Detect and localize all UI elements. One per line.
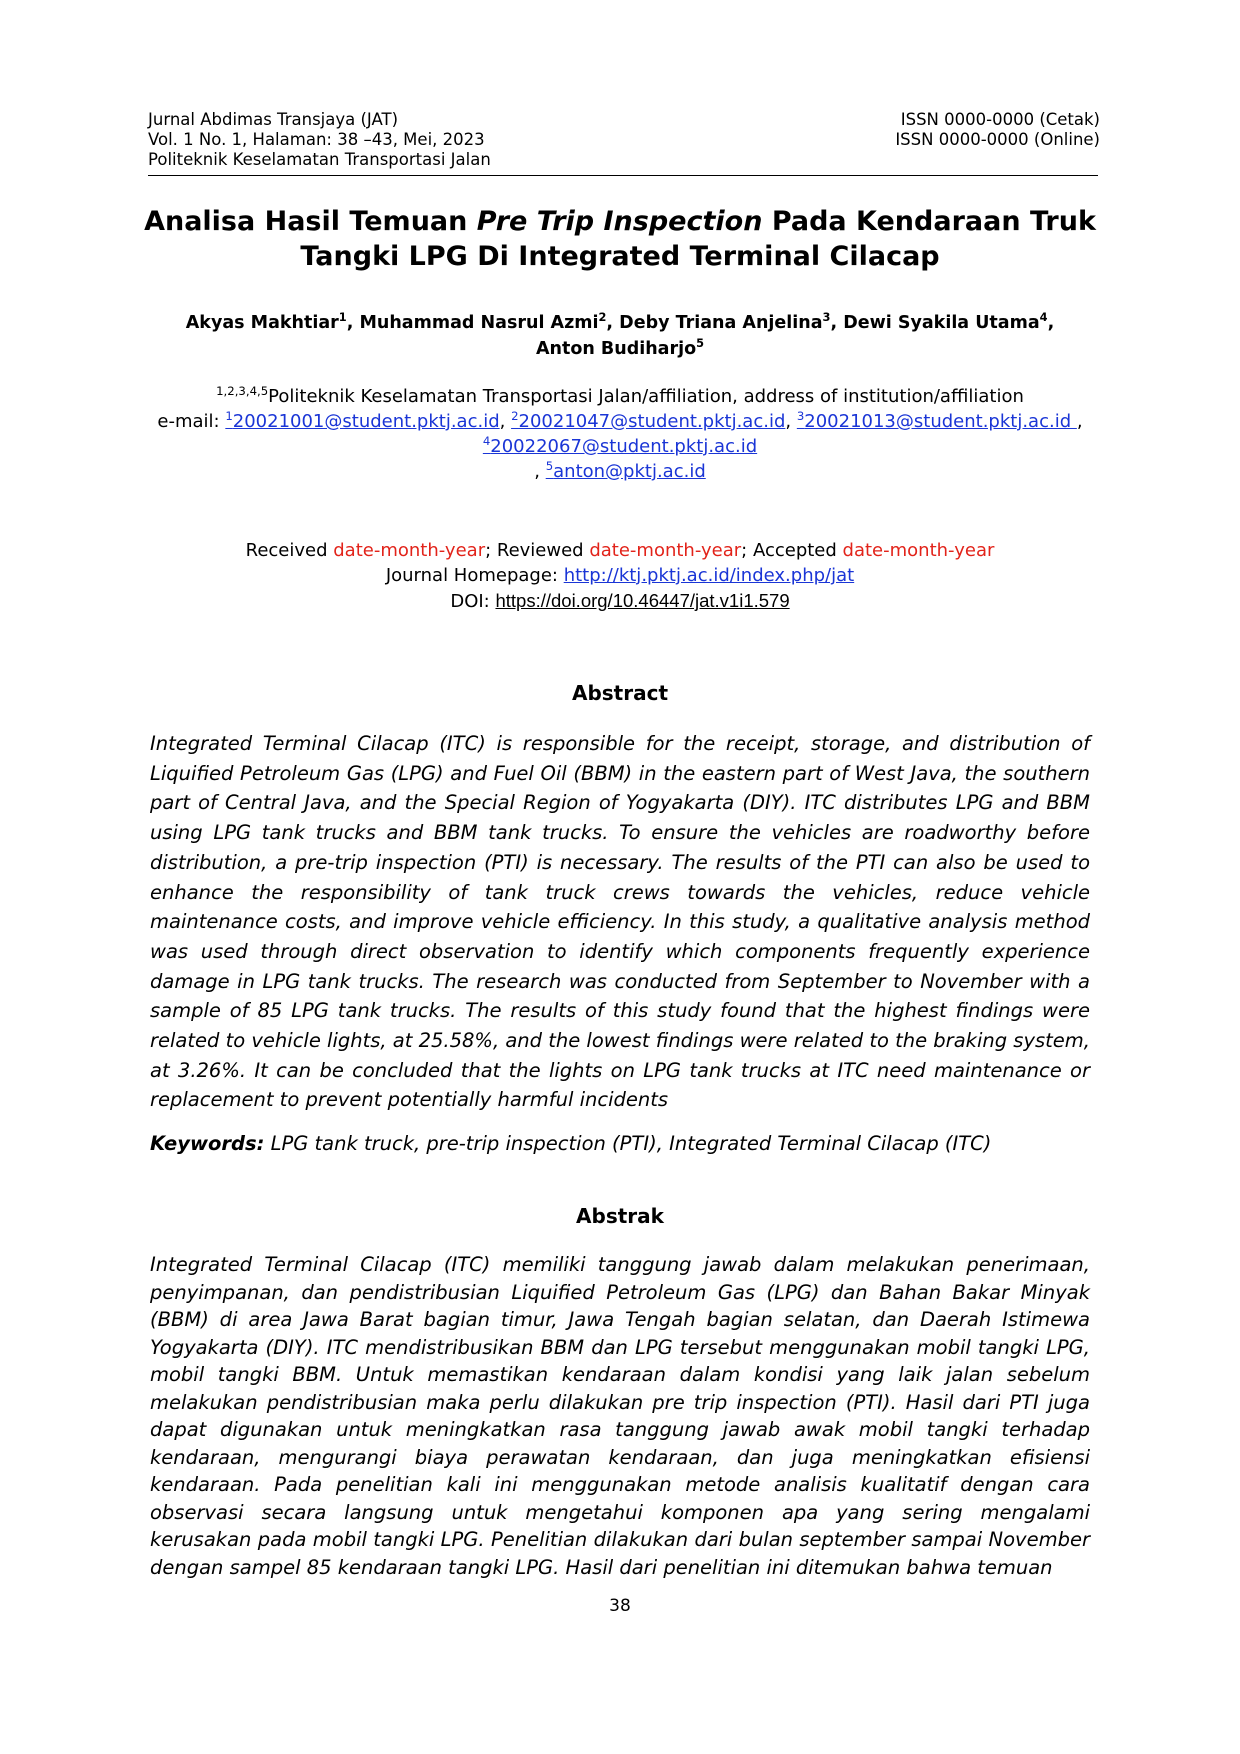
- article-meta: [130, 538, 1110, 614]
- author: Muhammad Nasrul Azmi$^2$,: [359, 310, 620, 333]
- author-list: [130, 310, 1110, 362]
- abstrak-text: Integrated Terminal Cilacap (ITC) memiliki tanggung jawab dalam melakukan penerimaan, penyimpanan, dan pendistribusian Liquified Petroleum Gas (LPG) dan Bahan Bakar Minyak (BBM) di area Jawa Barat bagian timur, Jawa Tengah bagian selatan, dan Daerah Istimewa Yogyakarta (DIY). ITC mendistribusikan BBM dan LPG tersebut menggunakan mobil tangki LPG, mobil tangki BBM. Untuk memastikan kendaraan dalam kondisi yang laik jalan sebelum melakukan pendistribusian maka perlu dilakukan pre trip inspection (PTI). Hasil dari PTI juga dapat digunakan untuk meningkatkan rasa tanggung jawab awak mobil tangki terhadap kendaraan, mengurangi biaya perawatan kendaraan, dan juga meningkatkan efisiensi kendaraan. Pada penelitian kali ini menggunakan metode analisis kualitatif dengan cara observasi secara langsung untuk mengetahui komponen apa yang sering mengalami kerusakan pada mobil tangki LPG. Penelitian dilakukan dari bulan september sampai November dengan sampel 85 kendaraan tangki LPG. Hasil dari penelitian ini ditemukan bahwa temuan: [150, 1253, 1090, 1579]
- email-line: , $^5$anton@pktj.ac.id: [534, 459, 706, 482]
- email-link-1[interactable]: $^1$20021001@student.pktj.ac.id: [225, 409, 500, 432]
- running-header-right: [895, 110, 1100, 150]
- author: Deby Triana Anjelina$^3$,: [619, 310, 844, 333]
- abstract-text: Integrated Terminal Cilacap (ITC) is responsible for the receipt, storage, and distribution of Liquified Petroleum Gas (LPG) and Fuel Oil (BBM) in the eastern part of West Java, the southern part of Central Java, and the Special Region of Yogyakarta (DIY). ITC distributes LPG and BBM using LPG tank trucks and BBM tank trucks. To ensure the vehicles are roadworthy before distribution, a pre-trip inspection (PTI) is necessary. The results of the PTI can also be used to enhance the responsibility of tank truck crews towards the vehicles, reduce vehicle maintenance costs, and improve vehicle efficiency. In this study, a qualitative analysis method was used through direct observation to identify which components frequently experience damage in LPG tank trucks. The research was conducted from September to November with a sample of 85 LPG tank trucks. The results of this study found that the highest findings were related to vehicle lights, at 25.58%, and the lowest findings were related to the braking system, at 3.26%. It can be concluded that the lights on LPG tank trucks at ITC need maintenance or replacement to prevent potentially harmful incidents: [150, 732, 1090, 1112]
- author: Dewi Syakila Utama$^4$,: [843, 310, 1055, 333]
- email-link-5[interactable]: $^5$anton@pktj.ac.id: [545, 459, 706, 482]
- doi-line: DOI: https://doi.org/10.46447/jat.v1i1.579: [450, 590, 790, 612]
- review-dates: Received date-month-year; Reviewed date-month-year; Accepted date-month-year: [245, 540, 995, 561]
- email-link-3[interactable]: $^3$20021013@student.pktj.ac.id: [796, 409, 1077, 432]
- keywords-line: [150, 1130, 1090, 1158]
- header-rule: [148, 175, 1098, 176]
- abstract-heading: Abstract: [571, 681, 669, 705]
- doi-link[interactable]: https://doi.org/10.46447/jat.v1i1.579: [495, 590, 790, 611]
- email-line: e-mail: $^1$20021001@student.pktj.ac.id, $^2$20021047@student.pktj.ac.id, $^3$20021013@student.pktj.ac.id ,: [157, 409, 1083, 432]
- journal-institution: Politeknik Keselamatan Transportasi Jalan: [148, 150, 491, 169]
- issn-online: ISSN 0000-0000 (Online): [895, 130, 1100, 149]
- affiliation-text: $^{1,2,3,4,5}$Politeknik Keselamatan Transportasi Jalan/affiliation, address of institution/affiliation: [216, 384, 1024, 407]
- page-number: 38: [609, 1596, 631, 1616]
- homepage-link[interactable]: http://ktj.pktj.ac.id/index.php/jat: [563, 565, 855, 586]
- title-part-1: Analisa Hasil Temuan: [144, 206, 477, 237]
- journal-name: Jurnal Abdimas Transjaya (JAT): [148, 110, 399, 129]
- issn-print: ISSN 0000-0000 (Cetak): [900, 110, 1100, 129]
- affiliation-block: [130, 384, 1110, 484]
- title-italic: Pre Trip Inspection: [476, 206, 763, 237]
- running-header-left: [148, 110, 491, 170]
- homepage-line: Journal Homepage: http://ktj.pktj.ac.id/index.php/jat: [385, 565, 855, 586]
- journal-volume: Vol. 1 No. 1, Halaman: 38 –43, Mei, 2023: [148, 130, 485, 149]
- author: Anton Budiharjo$^5$: [535, 336, 705, 359]
- abstrak-heading: Abstrak: [576, 1204, 664, 1228]
- email-link-2[interactable]: $^2$20021047@student.pktj.ac.id: [511, 409, 786, 432]
- email-line: [130, 434, 1110, 459]
- paper-title: [130, 204, 1110, 274]
- keywords-text: LPG tank truck, pre-trip inspection (PTI), Integrated Terminal Cilacap (ITC): [264, 1132, 992, 1155]
- email-link-4[interactable]: $^4$20022067@student.pktj.ac.id: [482, 434, 758, 457]
- author: Akyas Makhtiar$^1$,: [185, 310, 360, 333]
- title-part-2: Pada Kendaraan Truk Tangki LPG Di Integrated Terminal Cilacap: [300, 206, 1096, 272]
- keywords-label: Keywords:: [150, 1132, 265, 1155]
